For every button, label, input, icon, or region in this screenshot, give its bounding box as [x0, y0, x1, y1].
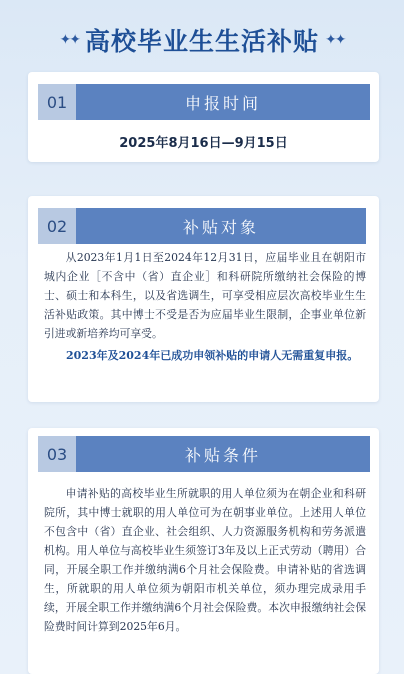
subsidy-conditions-text: 申请补贴的高校毕业生所就职的用人单位须为在朝企业和科研院所，其中博士就职的用人单位可为在朝事业单位。上述用人单位不包含中（省）直企业、社会组织、人力资源服务机构和劳务派遣机构。用人单位与高校毕业生须签订3年及以上正式劳动（聘用）合同，开展全职工作并缴纳满6个月社会保险费。申请补贴的省选调生，所就职的用人单位须为朝阳市机关单位，须办理完成录用手续，开展全职工作并缴纳满6个月社会保险费。本次申报缴纳社会保险费时间计算到2025年6月。 [44, 487, 366, 633]
section-number: 03 [38, 436, 76, 472]
sparkle-icon-right: ✦✦ [325, 32, 345, 48]
section-title: 补贴条件 [76, 436, 370, 472]
section-number: 01 [38, 84, 76, 120]
section-card-subsidy-target [28, 196, 379, 402]
section-card-application-period [28, 72, 379, 162]
page-header [0, 18, 404, 62]
section-title: 申报时间 [76, 84, 370, 120]
sparkle-icon-left: ✦✦ [59, 32, 79, 48]
page-title: 高校毕业生生活补贴 [84, 27, 319, 56]
section-header [38, 436, 370, 472]
section-title: 补贴对象 [76, 208, 366, 244]
subsidy-target-text: 从2023年1月1日至2024年12月31日，应届毕业且在朝阳市城内企业［不含中（省）直企业］和科研院所缴纳社会保险的博士、硕士和本科生，以及省选调生，可享受相应层次高校毕业生生活补贴政策。其中博士不受是否为应届毕业生限制，企事业单位新引进或新培养均可享受。 [44, 251, 366, 340]
section-header [38, 84, 370, 120]
section-number: 02 [38, 208, 76, 244]
subsidy-target-note: 2023年及2024年已成功申领补贴的申请人无需重复申报。 [66, 349, 359, 362]
application-date-range: 2025年8月16日—9月15日 [119, 136, 288, 151]
section-card-subsidy-conditions [28, 428, 379, 674]
section-header [38, 208, 366, 244]
